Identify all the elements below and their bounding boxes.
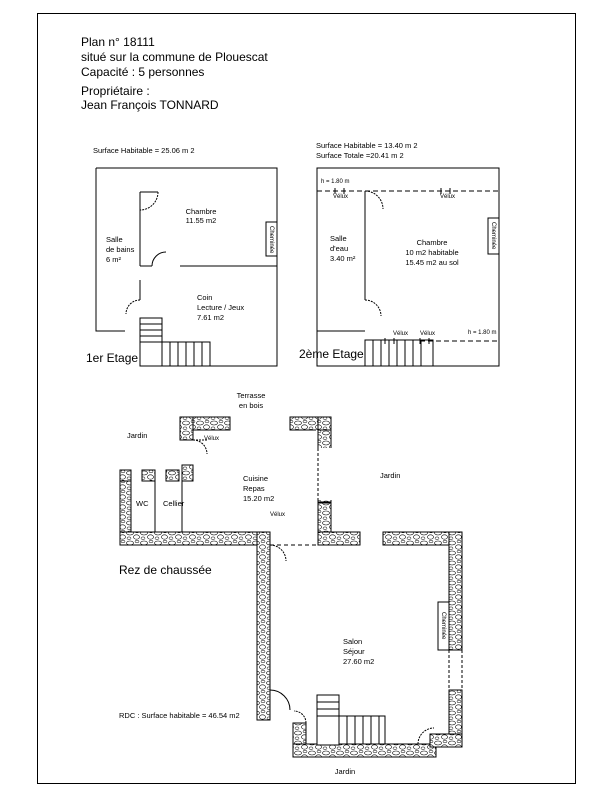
etage2-salle-label: Salle (330, 234, 347, 243)
etage2-cheminee: Cheminée (490, 222, 496, 250)
rdc-velux-2: Vélux (270, 512, 286, 518)
etage1-de-bains: de bains (106, 245, 135, 254)
owner-name: Jean François TONNARD (81, 98, 219, 112)
etage1-plan (96, 168, 277, 366)
rdc-cuisine-area: 15.20 m2 (243, 494, 275, 503)
etage2-chambre-sol: 15.45 m2 au sol (405, 258, 459, 267)
etage2-velux-3: Vélux (393, 331, 409, 337)
etage2-height-top: h = 1.80 m (321, 179, 350, 185)
rdc-terrasse: Terrasse (236, 391, 266, 400)
owner-label: Propriétaire : (81, 84, 150, 98)
etage2-title: 2ème Etage (299, 347, 364, 361)
plan-capacity: Capacité : 5 personnes (81, 65, 205, 79)
etage2-velux-4: Vélux (420, 331, 436, 337)
etage1-coin-name: Lecture / Jeux (197, 303, 245, 312)
etage2-height-bottom: h = 1.80 m (468, 330, 497, 336)
etage1-surface: Surface Habitable = 25.06 m 2 (93, 146, 195, 155)
etage2-chambre-label: Chambre (416, 238, 448, 247)
rdc-cheminee: Cheminée (440, 612, 446, 640)
rdc-jardin-right: Jardin (380, 471, 401, 480)
etage1-coin-label: Coin (197, 293, 213, 302)
etage2-surface-totale: Surface Totale =20.41 m 2 (316, 151, 404, 160)
rdc-repas: Repas (243, 484, 265, 493)
etage2-deau: d'eau (330, 244, 349, 253)
rdc-velux-1: Vélux (204, 436, 220, 442)
rdc-plan (120, 417, 462, 757)
etage2-salle-area: 3.40 m² (330, 254, 356, 263)
rdc-salon: Salon (343, 637, 363, 646)
etage1-cheminee: Cheminée (268, 225, 274, 254)
etage2-velux-2: Vélux (440, 194, 456, 200)
rdc-salon-area: 27.60 m2 (343, 657, 375, 666)
etage1-title: 1er Etage (86, 351, 139, 365)
etage1-coin-area: 7.61 m2 (197, 313, 225, 322)
etage2-velux-1: Vélux (333, 194, 349, 200)
plan-number: Plan n° 18111 (81, 35, 155, 49)
rdc-surface: RDC : Surface habitable = 46.54 m2 (119, 711, 240, 720)
rdc-wc: WC (136, 499, 149, 508)
etage2-surface-habitable: Surface Habitable = 13.40 m 2 (316, 141, 418, 150)
rdc-cellier: Cellier (163, 499, 185, 508)
etage2-chambre-habitable: 10 m2 habitable (405, 248, 459, 257)
rdc-title: Rez de chaussée (119, 563, 212, 577)
etage1-salle-label: Salle (106, 235, 123, 244)
etage1-salle-area: 6 m² (106, 255, 121, 264)
rdc-cuisine: Cuisine (243, 474, 269, 483)
etage1-chambre-label: Chambre (185, 207, 217, 216)
etage1-chambre-area: 11.55 m2 (185, 216, 217, 225)
rdc-jardin-top-left: Jardin (127, 431, 148, 440)
plan-location: situé sur la commune de Plouescat (81, 50, 268, 64)
rdc-sejour: Séjour (343, 647, 365, 656)
rdc-jardin-bottom: Jardin (334, 767, 356, 776)
rdc-terrasse-bois: en bois (238, 401, 264, 410)
